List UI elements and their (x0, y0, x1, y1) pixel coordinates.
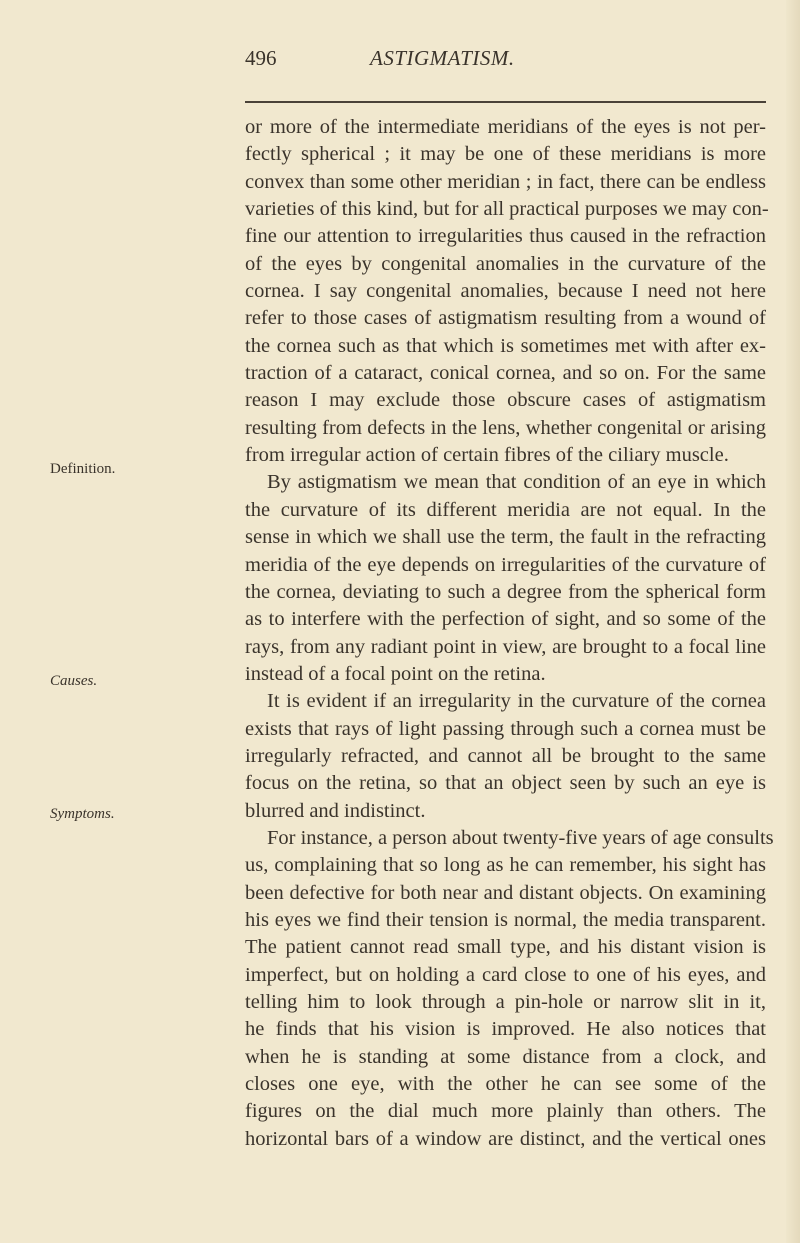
text-line: convex than some other meridian ; in fact, there can be endless (245, 170, 766, 193)
text-line: instead of a focal point on the retina. (245, 662, 546, 685)
text-line: reason I may exclude those obscure cases of astigmatism (245, 389, 766, 412)
text-line: imperfect, but on holding a card close to one of his eyes, and (245, 963, 766, 986)
text-line: varieties of this kind, but for all practical purposes we may con- (245, 198, 769, 221)
page-number: 496 (245, 46, 277, 70)
margin-note-definition: Definition. (50, 461, 116, 477)
margin-note-symptoms: Symptoms. (50, 806, 115, 822)
text-line: the cornea such as that which is sometimes met with after ex- (245, 334, 766, 357)
text-line: focus on the retina, so that an object seen by such an eye is (245, 772, 766, 795)
text-line: fectly spherical ; it may be one of these meridians is more (245, 143, 766, 166)
text-line: us, complaining that so long as he can remember, his sight has (245, 854, 766, 877)
text-line: resulting from defects in the lens, whether congenital or arising (245, 416, 766, 439)
running-title: ASTIGMATISM. (370, 46, 515, 70)
text-line: blurred and indistinct. (245, 799, 426, 822)
text-line: The patient cannot read small type, and his distant vision is (245, 936, 766, 959)
margin-note-causes: Causes. (50, 673, 98, 689)
text-line: his eyes we find their tension is normal, the media transparent. (245, 908, 766, 931)
text-line: fine our attention to irregularities thus caused in the refraction (245, 225, 766, 248)
text-line: exists that rays of light passing through such a cornea must be (245, 717, 766, 740)
text-line: horizontal bars of a window are distinct, and the vertical ones (245, 1127, 766, 1150)
text-line: By astigmatism we mean that condition of an eye in which (267, 471, 766, 494)
text-line: he finds that his vision is improved. He also notices that (245, 1018, 766, 1041)
text-line: traction of a cataract, conical cornea, and so on. For the same (245, 362, 766, 385)
text-line: been defective for both near and distant objects. On examining (245, 881, 766, 904)
header-rule (245, 101, 766, 103)
text-line: telling him to look through a pin-hole or narrow slit in it, (245, 991, 766, 1013)
text-line: For instance, a person about twenty-five years of age consults (267, 826, 774, 849)
body-text (245, 114, 774, 1153)
text-line: It is evident if an irregularity in the curvature of the cornea (267, 690, 766, 713)
page-edge (786, 0, 800, 1243)
text-line: figures on the dial much more plainly than others. The (245, 1100, 766, 1123)
text-line: from irregular action of certain fibres of the ciliary muscle. (245, 444, 729, 467)
text-line: refer to those cases of astigmatism resulting from a wound of (245, 307, 766, 330)
text-line: sense in which we shall use the term, the fault in the refracting (245, 526, 766, 549)
text-line: the cornea, deviating to such a degree from the spherical form (245, 580, 766, 603)
text-line: rays, from any radiant point in view, are brought to a focal line (245, 635, 766, 658)
text-line: or more of the intermediate meridians of the eyes is not per- (245, 116, 766, 138)
text-line: of the eyes by congenital anomalies in the curvature of the (245, 252, 766, 275)
text-line: the curvature of its different meridia are not equal. In the (245, 498, 766, 521)
text-line: meridia of the eye depends on irregularities of the curvature of (245, 553, 766, 576)
text-line: cornea. I say congenital anomalies, because I need not here (245, 280, 766, 303)
text-line: when he is standing at some distance from a clock, and (245, 1045, 766, 1068)
text-line: closes one eye, with the other he can see some of the (245, 1073, 766, 1096)
text-line: irregularly refracted, and cannot all be brought to the same (245, 744, 766, 767)
text-line: as to interfere with the perfection of sight, and so some of the (245, 608, 766, 631)
